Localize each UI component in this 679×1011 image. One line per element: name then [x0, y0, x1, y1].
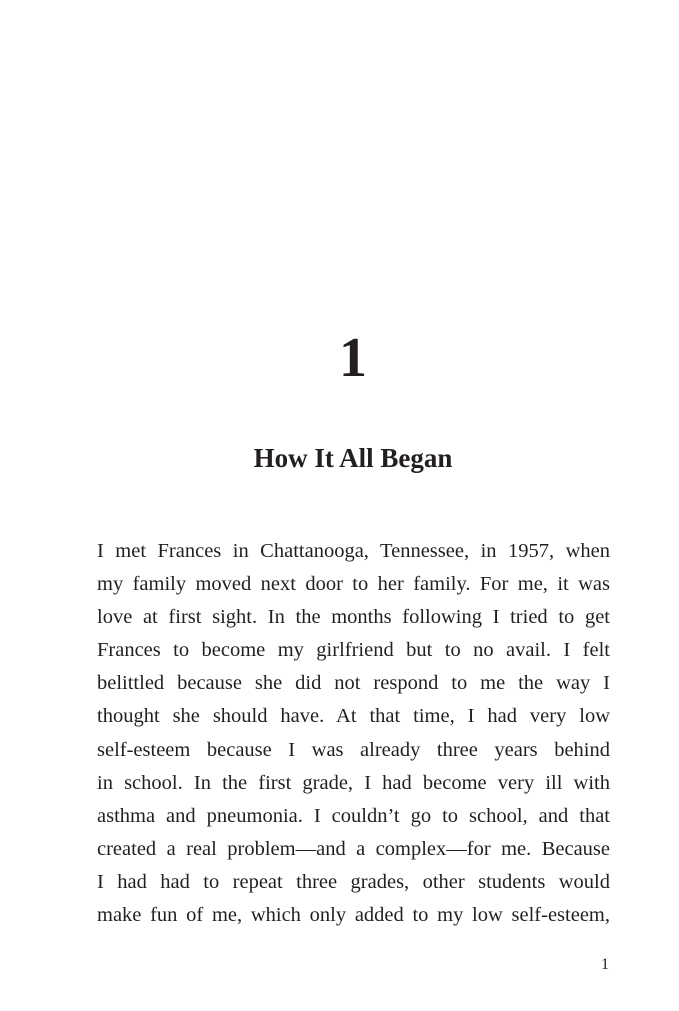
text-line: I had had to repeat three grades, other students would	[97, 870, 610, 893]
text-line: self-esteem because I was already three years behind	[97, 738, 610, 761]
chapter-title: How It All Began	[253, 443, 453, 473]
text-line: my family moved next door to her family. For me, it was	[97, 573, 610, 596]
text-line: thought she should have. At that time, I had very low	[97, 705, 610, 728]
body-text	[97, 535, 610, 932]
chapter-number: 1	[339, 327, 367, 389]
text-line: I met Frances in Chattanooga, Tennessee, in 1957, when	[97, 540, 610, 562]
text-line: created a real problem—and a complex—for me. Because	[97, 837, 610, 860]
text-line: in school. In the first grade, I had become very ill with	[97, 771, 610, 794]
page-number: 1	[601, 956, 609, 973]
text-line: asthma and pneumonia. I couldn’t go to school, and that	[97, 804, 610, 827]
text-line: love at first sight. In the months following I tried to get	[97, 606, 610, 629]
text-line: Frances to become my girlfriend but to no avail. I felt	[97, 639, 610, 662]
text-line: make fun of me, which only added to my low self-esteem,	[97, 904, 610, 927]
text-line: belittled because she did not respond to me the way I	[97, 672, 610, 695]
